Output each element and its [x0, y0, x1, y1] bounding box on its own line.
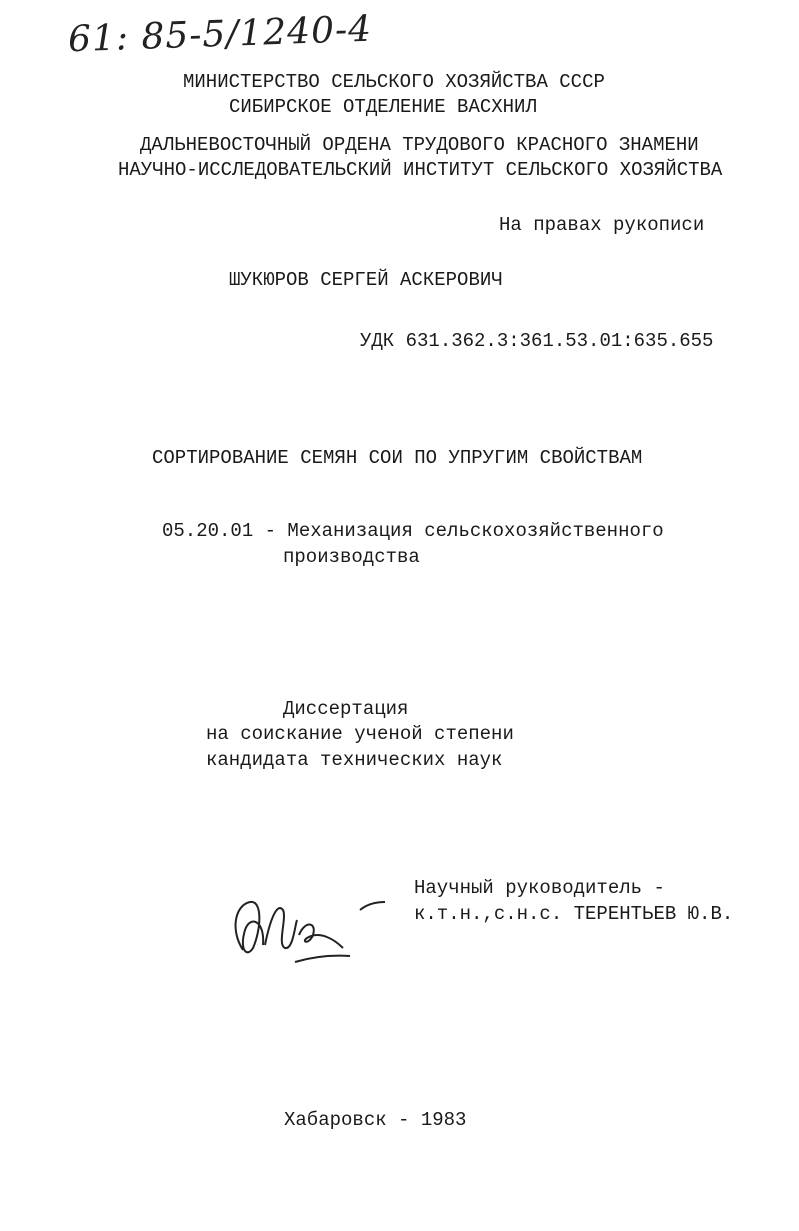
degree-line2: на соискание ученой степени — [206, 723, 514, 745]
archive-code-handwritten: 61: 85-5/1240-4 — [67, 8, 373, 61]
degree-line3: кандидата технических наук — [206, 749, 503, 771]
supervisor-line1: Научный руководитель - — [414, 877, 665, 899]
supervisor-line2: к.т.н.,с.н.с. ТЕРЕНТЬЕВ Ю.В. — [414, 903, 734, 925]
author-name: ШУКЮРОВ СЕРГЕЙ АСКЕРОВИЧ — [229, 269, 503, 291]
dissertation-title: СОРТИРОВАНИЕ СЕМЯН СОИ ПО УПРУГИМ СВОЙСТВАМ — [152, 447, 643, 469]
manuscript-note: На правах рукописи — [499, 214, 705, 236]
institute-heading-line1: ДАЛЬНЕВОСТОЧНЫЙ ОРДЕНА ТРУДОВОГО КРАСНОГО ЗНАМЕНИ — [140, 134, 699, 156]
city-year-footer: Хабаровск - 1983 — [284, 1109, 467, 1131]
specialty-continuation: производства — [283, 546, 420, 568]
specialty-code-line: 05.20.01 - Механизация сельскохозяйственного — [162, 520, 664, 542]
signature-image — [225, 890, 395, 975]
degree-line1: Диссертация — [283, 698, 409, 720]
ministry-heading: МИНИСТЕРСТВО СЕЛЬСКОГО ХОЗЯЙСТВА СССР — [183, 71, 605, 93]
institute-heading-line2: НАУЧНО-ИССЛЕДОВАТЕЛЬСКИЙ ИНСТИТУТ СЕЛЬСКОГО ХОЗЯЙСТВА — [118, 159, 723, 181]
udc-code: УДК 631.362.3:361.53.01:635.655 — [360, 330, 714, 352]
branch-heading: СИБИРСКОЕ ОТДЕЛЕНИЕ ВАСХНИЛ — [229, 96, 537, 118]
